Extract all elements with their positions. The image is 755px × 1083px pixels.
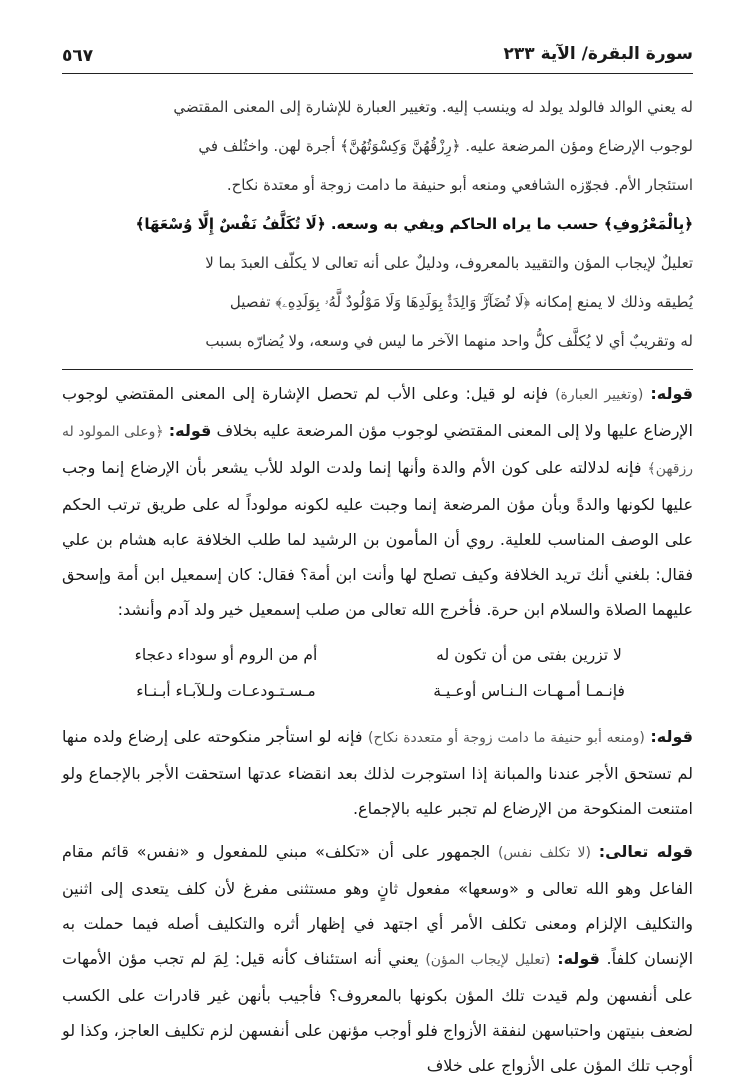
poem-hemistich: مـسـتـودعـات ولـلآبـاء أبـنـاء — [136, 682, 316, 700]
gloss-text: فإنه لو استأجر منكوحته على إرضاع ولده منها لم تستحق الأجر عندنا والمبانة إذا استوجرت لذلك بعد انقضاء عدتها استحقت الأجر بالإجماع ولو امتنعت المنكوحة من الإرضاع لم تجبر عليه بالإجماع. — [62, 727, 693, 818]
gloss-citation: (ومنعه أبو حنيفة ما دامت زوجة أو متعددة نكاح) — [367, 730, 645, 746]
commentary-line: لوجوب الإرضاع ومؤن المرضعة عليه. ﴿رِزْقُهُنَّ وَكِسْوَتُهُنَّ﴾ أجرة لهن. واختُلف في — [198, 137, 693, 155]
gloss-text: يعني أنه استئناف كأنه قيل: لِمَ لم تجب مؤن الأمهات على أنفسهن ولم قيدت تلك المؤن بكونها بالمعروف؟ فأجيب بأنهن غير قادرات على الكسب لضعف بنيتهن واحتباسهن لنفقة الأزواج فلو أوجب مؤنهن على أنفسهن لزم تكليف العاجز، وكذا لو أوجب تلك المؤن على الأزواج على خلاف — [62, 949, 693, 1075]
commentary-line: تعليلٌ لإيجاب المؤن والتقييد بالمعروف، ودليلٌ على أنه تعالى لا يكلّف العبدَ بما لا — [205, 254, 693, 272]
gloss-citation: (وتغيير العبارة) — [555, 387, 644, 403]
commentary-line: له يعني الوالد فالولد يولد له وينسب إليه. وتغيير العبارة للإشارة إلى المعنى المقتضي — [173, 98, 693, 116]
commentary-line: استئجار الأم. فجوّزه الشافعي ومنعه أبو حنيفة ما دامت زوجة أو معتدة نكاح. — [226, 176, 693, 194]
gloss-citation: ﴿وعلى المولود له رزقهن﴾ — [62, 424, 694, 477]
gloss-citation: (لا تكلف نفس) — [497, 845, 591, 861]
page-number: ٥٦٧ — [62, 46, 94, 66]
gloss-paragraph — [62, 719, 693, 826]
main-commentary — [62, 88, 693, 361]
gloss-lemma: قوله تعالى: — [598, 842, 693, 861]
commentary-line: ﴿بِالْمَعْرُوفِ﴾ حسب ما يراه الحاكم ويفي به وسعه. ﴿لَا تُكَلَّفُ نَفْسٌ إِلَّا وُسْعَهَا﴾ — [135, 215, 693, 233]
commentary-line: يُطيقه وذلك لا يمنع إمكانه ﴿لَا تُضَآرَّ وَالِدَةٌۢ بِوَلَدِهَا وَلَا مَوْلُودٌ لَّهُۥ بِوَلَدِهِۦ﴾ تفصيل — [229, 293, 693, 311]
gloss-paragraph — [62, 834, 693, 1083]
gloss-text: فإنه لو قيل: وعلى الأب لم تحصل الإشارة إلى المعنى المقتضي لوجوب الإرضاع عليها ولا إلى المعنى المقتضي لوجوب مؤن المرضعة عليه بخلاف — [62, 384, 693, 440]
commentary-line: له وتقريبٌ أي لا يُكلَّف كلُّ واحد منهما الآخر ما ليس في وسعه، ولا يُضارّه بسبب — [205, 332, 693, 350]
gloss-lemma: قوله: — [557, 949, 600, 968]
gloss-lemma: قوله: — [650, 727, 693, 746]
gloss-paragraph — [62, 376, 693, 627]
poem-verse — [102, 673, 653, 709]
surah-verse-title: سورة البقرة/ الآية ٢٣٣ — [503, 44, 693, 64]
document-page — [62, 40, 694, 1075]
poem-hemistich: لا تزرين بفتى من أن تكون له — [436, 646, 622, 664]
poem — [102, 637, 653, 709]
poem-hemistich: فإنـمـا أمـهـات الـنـاس أوعـيـة — [433, 682, 625, 700]
gloss-lemma: قوله: — [168, 421, 212, 440]
poem-hemistich: أم من الروم أو سوداء دعجاء — [134, 646, 318, 664]
section-divider — [62, 369, 693, 370]
header-rule — [62, 73, 693, 74]
gloss-text: فإنه لدلالته على كون الأم والدة وأنها إنما ولدت الولد للأب يشعر بأن الإرضاع إنما وجب عليها لكونها والدةً وبأن مؤن المرضعة إنما وجبت عليه لكونه مولوداً له على طريق ترتب الحكم على الوصف المناسب للعلية. روي أن المأمون بن الرشيد لما طلب الخلافة عابه هشام بن علي فقال: بلغني أنك تريد الخلافة وكيف تصلح لها وأنت ابن أمة؟ فقال: كان إسمعيل ابن أمة وإسحق عليهما الصلاة والسلام ابن حرة. فأخرج الله تعالى من صلب إسمعيل خير ولد آدم وأنشد: — [62, 458, 693, 619]
gloss-section — [62, 376, 693, 1083]
gloss-citation: (تعليل لإيجاب المؤن) — [425, 952, 551, 968]
poem-verse — [102, 637, 653, 673]
gloss-text: الجمهور على أن «تكلف» مبني للمفعول و «نفس» قائم مقام الفاعل وهو الله تعالى و «وسعها» مفعول ثانٍ وهو مستثنى مفرغ لأن كلف يتعدى إلى اثنين والتكليف الإلزام ومعنى تكلف الأمر أي اجتهد في إظهار أثره والتكليف أصله فيما حملت به الإنسان كلفاً. — [62, 842, 694, 968]
running-header — [62, 40, 693, 74]
gloss-lemma: قوله: — [650, 384, 693, 403]
